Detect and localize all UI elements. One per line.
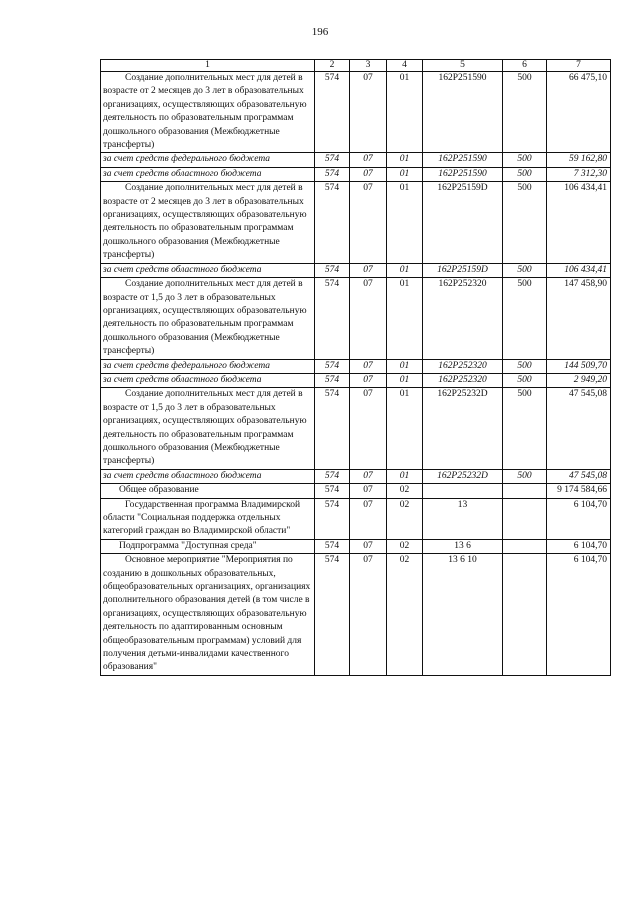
row-name-text: за счет средств федерального бюджета [103,360,271,371]
row-section-cell: 07 [350,373,387,387]
row-code-cell: 574 [315,484,350,498]
row-amount-cell: 9 174 584,66 [547,484,611,498]
row-name-cell [101,484,315,498]
row-amount-cell: 59 162,80 [547,153,611,167]
row-code-cell: 574 [315,359,350,373]
row-expense-type-cell: 500 [503,469,547,483]
row-target-article-cell [423,484,503,498]
row-section-cell: 07 [350,167,387,181]
table-row-item [101,388,611,469]
table-row-fund [101,469,611,483]
row-expense-type-cell: 500 [503,278,547,359]
row-code-cell: 574 [315,263,350,277]
table-row-fund [101,373,611,387]
row-amount-cell: 106 434,41 [547,263,611,277]
row-section-cell: 07 [350,388,387,469]
row-section-cell: 07 [350,153,387,167]
row-target-article-cell: 162P252320 [423,359,503,373]
row-code-cell: 574 [315,153,350,167]
row-section-cell: 07 [350,263,387,277]
row-expense-type-cell [503,498,547,539]
row-expense-type-cell: 500 [503,373,547,387]
row-amount-cell: 6 104,70 [547,498,611,539]
row-name-text: Основное мероприятие "Мероприятия по созданию в дошкольных образовательных, общеобразовательных организациях, организациях дополнительного образования детей (в том числе в организациях, осуществляющих образовательную деятельность по адаптированным основным общеобразовательным программам) условий для получения детьми-инвалидами качественного образования" [103,555,311,673]
row-name-cell [101,469,315,483]
row-amount-cell: 6 104,70 [547,539,611,553]
row-code-cell: 574 [315,498,350,539]
row-name-cell [101,554,315,676]
table-row-item [101,278,611,359]
page-number: 196 [311,26,329,38]
row-target-article-cell: 162P251590 [423,72,503,153]
row-section-cell: 07 [350,539,387,553]
row-subsection-cell: 02 [387,539,423,553]
row-subsection-cell: 01 [387,359,423,373]
row-code-cell: 574 [315,554,350,676]
column-header: 7 [547,60,611,72]
row-amount-cell: 2 949,20 [547,373,611,387]
row-subsection-cell: 01 [387,182,423,263]
row-name-cell [101,153,315,167]
row-expense-type-cell: 500 [503,182,547,263]
row-target-article-cell: 162P25159D [423,182,503,263]
row-section-cell: 07 [350,469,387,483]
row-name-cell [101,263,315,277]
row-name-cell [101,182,315,263]
table-row-fund [101,359,611,373]
row-expense-type-cell [503,554,547,676]
row-amount-cell: 6 104,70 [547,554,611,676]
row-name-text: за счет средств областного бюджета [103,374,262,385]
row-code-cell: 574 [315,373,350,387]
row-section-cell: 07 [350,359,387,373]
column-header: 4 [387,60,423,72]
row-target-article-cell: 162P25232D [423,388,503,469]
row-section-cell: 07 [350,278,387,359]
row-name-text: за счет средств областного бюджета [103,470,262,481]
row-expense-type-cell [503,484,547,498]
row-target-article-cell: 13 6 10 [423,554,503,676]
row-target-article-cell: 162P252320 [423,373,503,387]
row-name-text: Создание дополнительных мест для детей в возрасте от 1,5 до 3 лет в образовательных организациях, осуществляющих образовательную деятельность по образовательным программам дошкольного образования (Межбюджетные трансферты) [103,279,307,357]
row-name-text: за счет средств федерального бюджета [103,154,271,165]
table-row-fund [101,153,611,167]
row-subsection-cell: 01 [387,373,423,387]
row-code-cell: 574 [315,469,350,483]
row-name-text: Создание дополнительных мест для детей в возрасте от 2 месяцев до 3 лет в образовательных организациях, осуществляющих образовательную деятельность по образовательным программам дошкольного образования (Межбюджетные трансферты) [103,183,307,261]
row-section-cell: 07 [350,498,387,539]
row-expense-type-cell: 500 [503,359,547,373]
row-code-cell: 574 [315,167,350,181]
row-name-text: Подпрограмма "Доступная среда" [119,540,257,551]
row-expense-type-cell: 500 [503,72,547,153]
row-name-text: Общее образование [119,485,199,496]
row-expense-type-cell: 500 [503,153,547,167]
row-section-cell: 07 [350,72,387,153]
row-name-cell [101,167,315,181]
row-name-text: Государственная программа Владимирской области "Социальная поддержка отдельных категорий граждан во Владимирской области" [103,499,301,537]
column-header: 3 [350,60,387,72]
row-name-cell [101,498,315,539]
row-name-cell [101,373,315,387]
table-header-row [101,60,611,72]
table-row-fund [101,167,611,181]
row-amount-cell: 7 312,30 [547,167,611,181]
row-subsection-cell: 01 [387,469,423,483]
row-section-cell: 07 [350,484,387,498]
row-target-article-cell: 162P251590 [423,153,503,167]
row-subsection-cell: 01 [387,153,423,167]
row-expense-type-cell [503,539,547,553]
row-name-text: Создание дополнительных мест для детей в возрасте от 2 месяцев до 3 лет в образовательных организациях, осуществляющих образовательную деятельность по образовательным программам дошкольного образования (Межбюджетные трансферты) [103,73,307,151]
row-name-cell [101,388,315,469]
row-name-text: за счет средств областного бюджета [103,264,262,275]
row-subsection-cell: 01 [387,278,423,359]
table-row-program [101,498,611,539]
row-code-cell: 574 [315,388,350,469]
column-header: 6 [503,60,547,72]
row-section-cell: 07 [350,554,387,676]
row-target-article-cell: 162P25232D [423,469,503,483]
row-subsection-cell: 02 [387,484,423,498]
table-row-event [101,554,611,676]
table-row-fund [101,263,611,277]
row-subsection-cell: 01 [387,72,423,153]
row-name-text: Создание дополнительных мест для детей в возрасте от 1,5 до 3 лет в образовательных организациях, осуществляющих образовательную деятельность по образовательным программам дошкольного образования (Межбюджетные трансферты) [103,389,307,467]
row-target-article-cell: 13 [423,498,503,539]
row-code-cell: 574 [315,278,350,359]
row-amount-cell: 147 458,90 [547,278,611,359]
column-header: 2 [315,60,350,72]
row-amount-cell: 106 434,41 [547,182,611,263]
row-subsection-cell: 02 [387,554,423,676]
table-row-subprogram [101,539,611,553]
row-subsection-cell: 01 [387,167,423,181]
column-header: 1 [101,60,315,72]
row-section-cell: 07 [350,182,387,263]
row-code-cell: 574 [315,539,350,553]
table-row-item [101,182,611,263]
row-amount-cell: 47 545,08 [547,388,611,469]
row-subsection-cell: 02 [387,498,423,539]
row-code-cell: 574 [315,182,350,263]
row-name-text: за счет средств областного бюджета [103,168,262,179]
row-subsection-cell: 01 [387,388,423,469]
row-amount-cell: 47 545,08 [547,469,611,483]
row-expense-type-cell: 500 [503,167,547,181]
row-name-cell [101,278,315,359]
row-target-article-cell: 162P252320 [423,278,503,359]
row-target-article-cell: 162P25159D [423,263,503,277]
row-name-cell [101,359,315,373]
budget-table [100,59,611,676]
row-subsection-cell: 01 [387,263,423,277]
row-expense-type-cell: 500 [503,263,547,277]
row-expense-type-cell: 500 [503,388,547,469]
row-name-cell [101,72,315,153]
row-amount-cell: 66 475,10 [547,72,611,153]
row-target-article-cell: 162P251590 [423,167,503,181]
column-header: 5 [423,60,503,72]
row-name-cell [101,539,315,553]
table-row-section [101,484,611,498]
row-amount-cell: 144 509,70 [547,359,611,373]
row-code-cell: 574 [315,72,350,153]
table-row-item [101,72,611,153]
row-target-article-cell: 13 6 [423,539,503,553]
